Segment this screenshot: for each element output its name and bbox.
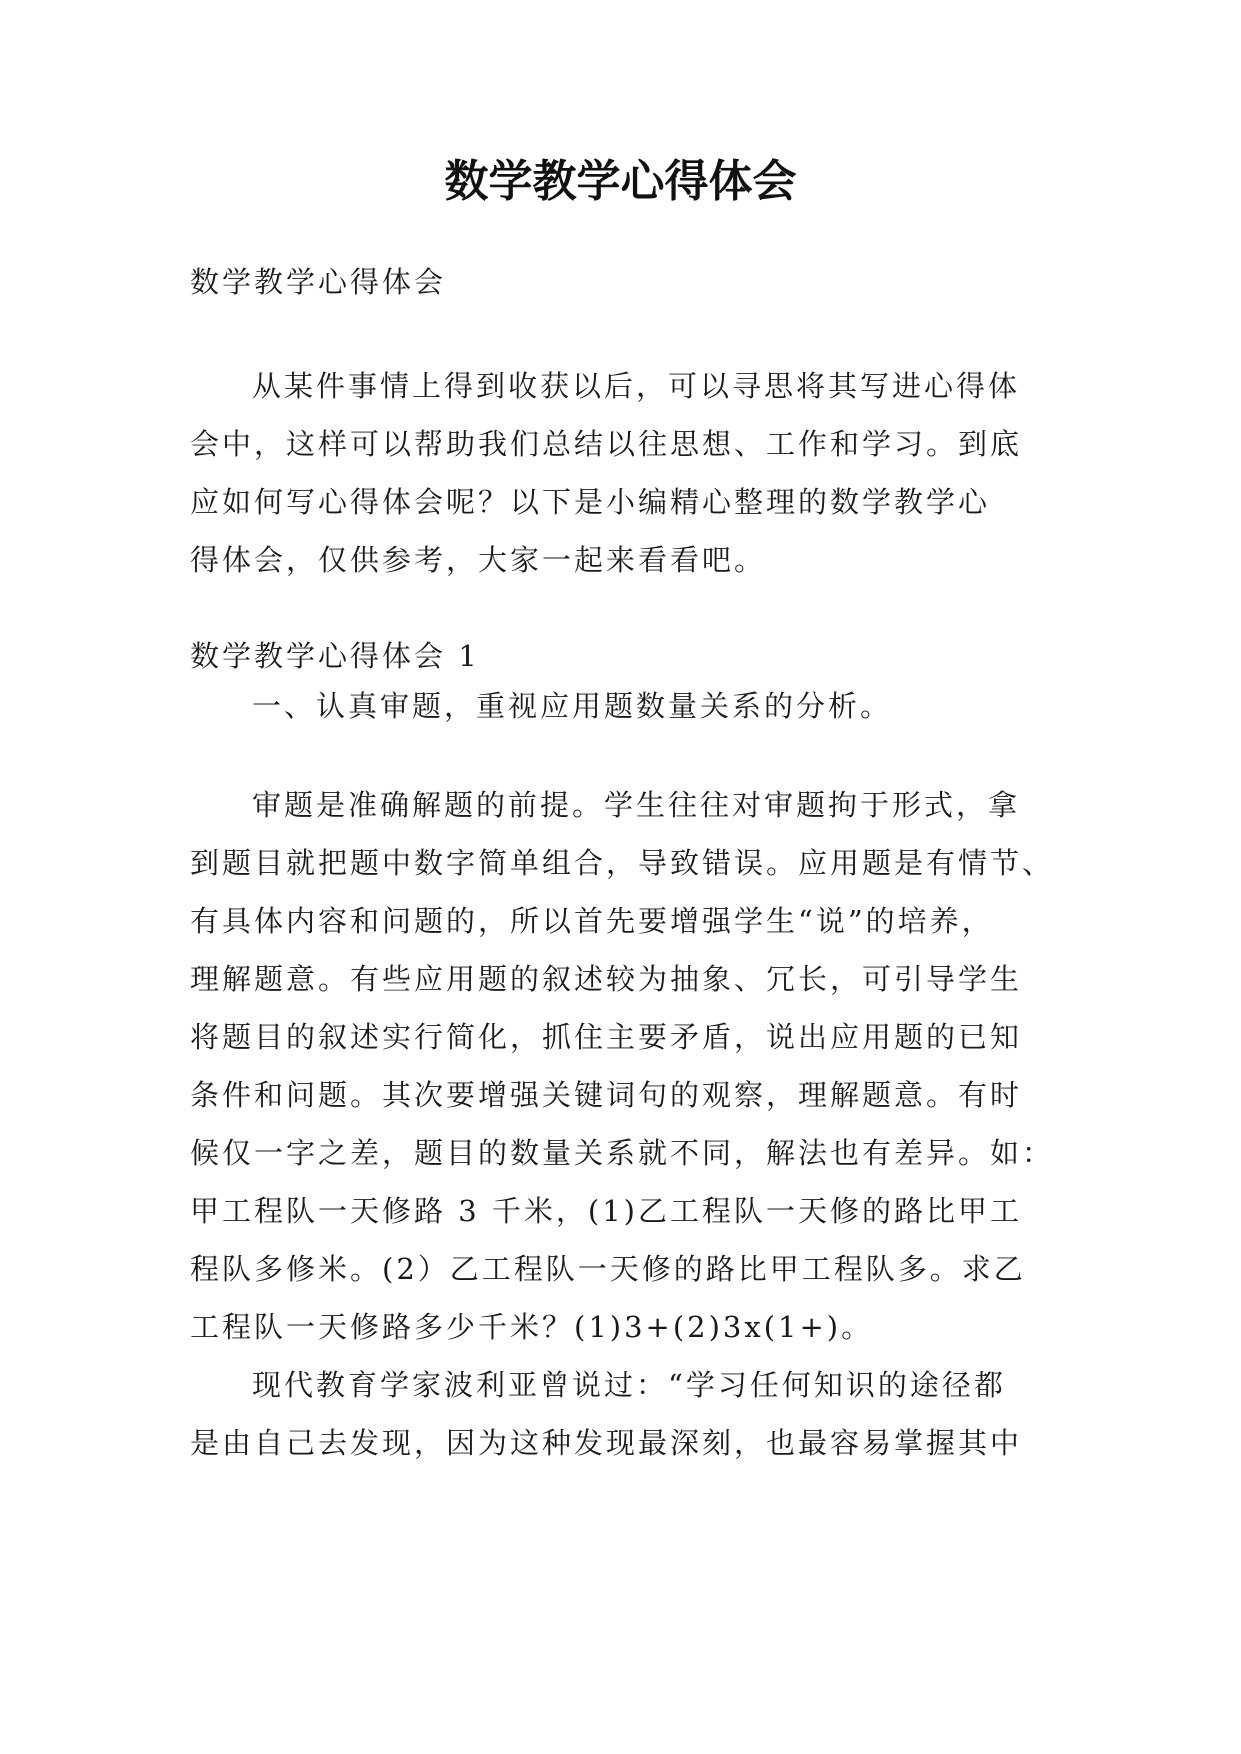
body-line: 到题目就把题中数字简单组合，导致错误。应用题是有情节、 xyxy=(190,846,1055,880)
intro-line: 从某件事情上得到收获以后，可以寻思将其写进心得体 xyxy=(252,369,1021,403)
body-line: 条件和问题。其次要增强关键词句的观察，理解题意。有时 xyxy=(190,1078,1023,1112)
body-line: 是由自己去发现，因为这种发现最深刻，也最容易掌握其中 xyxy=(190,1426,1023,1460)
intro-line: 会中，这样可以帮助我们总结以往思想、工作和学习。到底 xyxy=(190,427,1023,461)
document-subtitle: 数学教学心得体会 xyxy=(190,265,447,299)
intro-line: 得体会，仅供参考，大家一起来看看吧。 xyxy=(190,543,767,577)
intro-line: 应如何写心得体会呢？以下是小编精心整理的数学教学心 xyxy=(190,485,991,519)
body-line: 审题是准确解题的前提。学生往往对审题拘于形式，拿 xyxy=(252,788,1021,822)
body-line: 程队多修米。(2）乙工程队一天修的路比甲工程队多。求乙 xyxy=(190,1252,1026,1286)
body-line: 有具体内容和问题的，所以首先要增强学生“说”的培养， xyxy=(190,904,994,938)
body-line: 理解题意。有些应用题的叙述较为抽象、冗长，可引导学生 xyxy=(190,962,1023,996)
section-heading: 数学教学心得体会 1 xyxy=(190,639,480,673)
body-line: 现代教育学家波利亚曾说过：“学习任何知识的途径都 xyxy=(252,1368,1006,1402)
body-line: 甲工程队一天修路 3 千米，(1)乙工程队一天修的路比甲工 xyxy=(190,1194,1022,1228)
body-line: 候仅一字之差，题目的数量关系就不同，解法也有差异。如： xyxy=(190,1136,1055,1170)
point-heading: 一、认真审题，重视应用题数量关系的分析。 xyxy=(252,689,893,723)
body-line: 工程队一天修路多少千米？(1)3+(2)3x(1+)。 xyxy=(190,1310,874,1344)
document-title: 数学教学心得体会 xyxy=(444,156,797,207)
body-line: 将题目的叙述实行简化，抓住主要矛盾，说出应用题的已知 xyxy=(190,1020,1023,1054)
